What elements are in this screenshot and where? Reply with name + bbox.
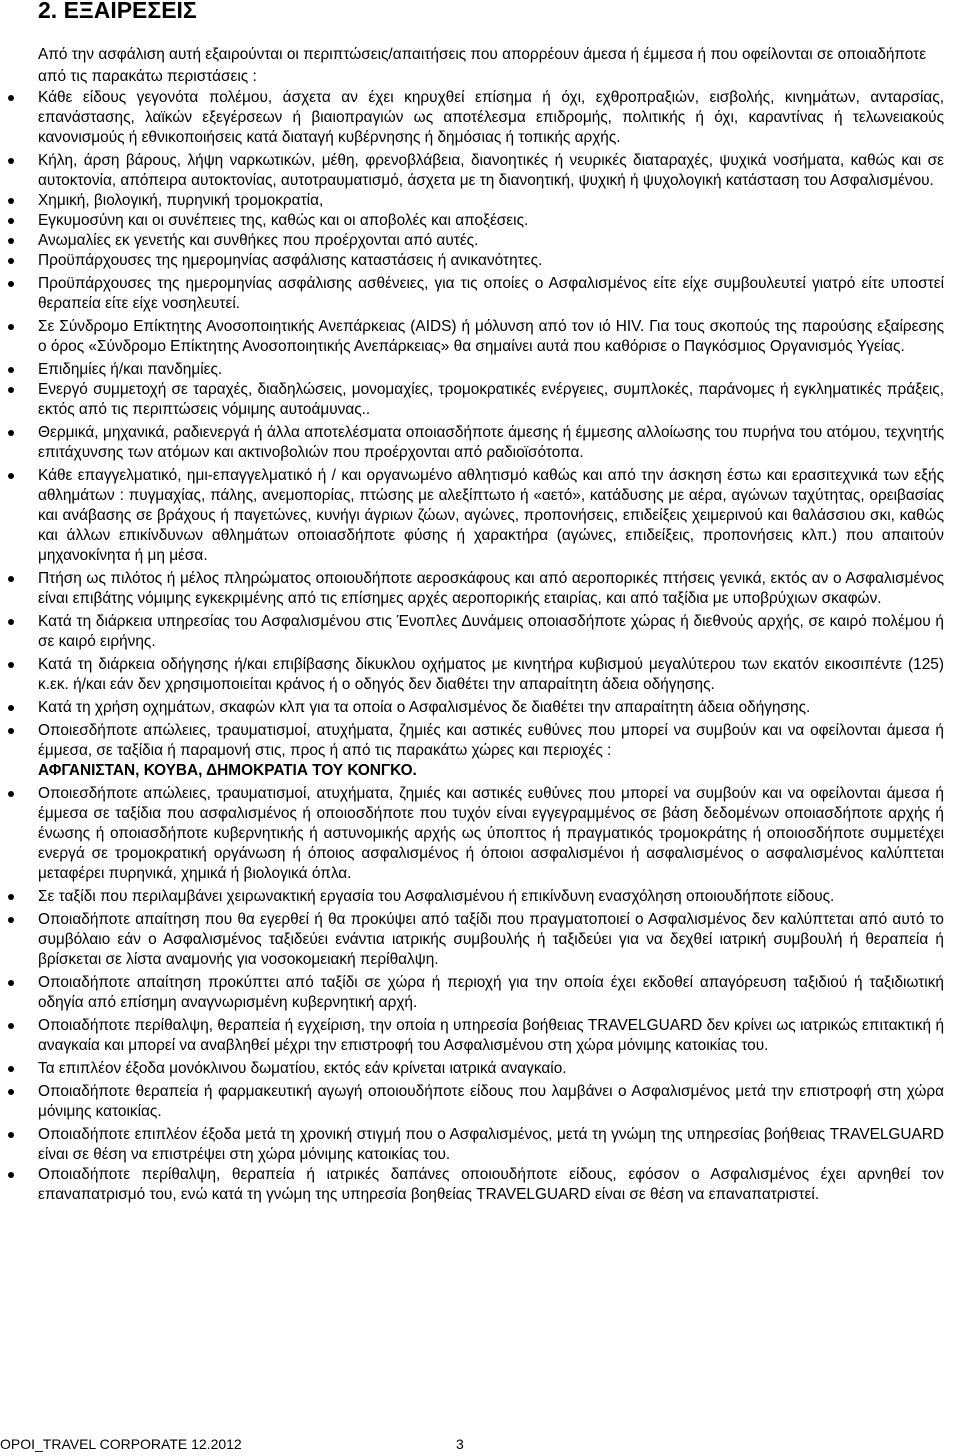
list-item-text: Προϋπάρχουσες της ημερομηνίας ασφάλισης ασθένειες, για τις οποίες ο Ασφαλισμένος είτε είχε συμβουλευτεί γιατρό είτε υποστεί θεραπεία είτε είχε νοσηλευτεί. bbox=[38, 275, 944, 312]
exclusions-list bbox=[0, 88, 960, 1205]
list-item-text: Οποιαδήποτε θεραπεία ή φαρμακευτική αγωγή οποιουδήποτε είδους που λαμβάνει ο Ασφαλισμένος μετά την επιστροφή στη χώρα μόνιμης κατοικίας. bbox=[38, 1083, 944, 1120]
section-title: 2. ΕΞΑΙΡΕΣΕΙΣ bbox=[38, 0, 197, 23]
bullet-icon bbox=[8, 473, 14, 479]
list-item-text: Χημική, βιολογική, πυρηνική τρομοκρατία, bbox=[38, 192, 324, 209]
bullet-icon bbox=[8, 1172, 14, 1178]
list-item-text: Κήλη, άρση βάρους, λήψη ναρκωτικών, μέθη, φρενοβλάβεια, διανοητικές ή νευρικές διαταραχές, ψυχικά νοσήματα, καθώς και σε αυτοκτονία, απόπειρα αυτοκτονίας, αυτοτραυματισμό, άσχετα με τη διανοητική, ψυχική ή ψυχολογική κατάσταση του Ασφαλισμένου. bbox=[38, 152, 944, 189]
list-item bbox=[0, 423, 960, 463]
list-item-countries: ΑΦΓΑΝΙΣΤΑΝ, ΚΟΥΒΑ, ΔΗΜΟΚΡΑΤΙΑ ΤΟΥ ΚΟΝΓΚΟ. bbox=[38, 762, 417, 779]
list-item bbox=[0, 1016, 960, 1056]
bullet-icon bbox=[8, 238, 14, 244]
bullet-icon bbox=[8, 158, 14, 164]
bullet-icon bbox=[8, 430, 14, 436]
list-item bbox=[0, 1125, 960, 1165]
list-item-text: Κατά τη χρήση οχημάτων, σκαφών κλπ για τα οποία ο Ασφαλισμένος δε διαθέτει την απαραίτητη άδεια οδήγησης. bbox=[38, 699, 811, 716]
list-item-text: Οποιεσδήποτε απώλειες, τραυματισμοί, ατυχήματα, ζημιές και αστικές ευθύνες που μπορεί να συμβούν και να οφείλονται άμεσα ή έμμεσα σε ταξίδια που ασφαλισμένος ή οποιοσδήποτε που τυχόν είναι εγγεγραμμένος σε βάση δεδομένων οποιασδήποτε αρχής ή ένωσης ή οποιασδήποτε κυβερνητικής ή αστυνομικής αρχής ως ύποπτος ή πραγματικός τρομοκράτης ή οποιοσδήποτε συμμετέχει ενεργά σε τρομοκρατική οργάνωση ή όποιος ασφαλισμένος ή όποιοι ασφαλισμένοι ή ασφαλισμένος ο ασφαλισμένος καλύπτεται μεταφέρει πυρηνικά, χημικά ή βιολογικά όπλα. bbox=[38, 785, 944, 882]
bullet-icon bbox=[8, 367, 14, 373]
list-item bbox=[0, 380, 960, 420]
list-item-text: Οποιαδήποτε περίθαλψη, θεραπεία ή ιατρικές δαπάνες οποιουδήποτε είδους, εφόσον ο Ασφαλισμένος έχει αρνηθεί τον επαναπατρισμό του, ενώ κατά τη γνώμη της υπηρεσία βοηθείας TRAVELGUARD είναι σε θέση να επαναπατριστεί. bbox=[38, 1166, 944, 1203]
list-item bbox=[0, 698, 960, 718]
list-item bbox=[0, 1059, 960, 1079]
list-item-text: Οποιαδήποτε απαίτηση προκύπτει από ταξίδι σε χώρα ή περιοχή για την οποία έχει εκδοθεί απαγόρευση ταξιδιού ή ταξιδιωτική οδηγία από επίσημη αναγνωρισμένη κυβερνητική αρχή. bbox=[38, 974, 944, 1011]
list-item bbox=[0, 231, 960, 251]
list-item-text: Κατά τη διάρκεια υπηρεσίας του Ασφαλισμένου στις Ένοπλες Δυνάμεις οποιασδήποτε χώρας ή διεθνούς αρχής, σε καιρό πολέμου ή σε καιρό ειρήνης. bbox=[38, 613, 944, 650]
list-item bbox=[0, 569, 960, 609]
bullet-icon bbox=[8, 980, 14, 986]
list-item bbox=[0, 88, 960, 148]
list-item bbox=[0, 466, 960, 566]
list-item-text: Ανωμαλίες εκ γενετής και συνθήκες που προέρχονται από αυτές. bbox=[38, 232, 479, 249]
bullet-icon bbox=[8, 387, 14, 393]
list-item bbox=[0, 191, 960, 211]
list-item-text: Κάθε είδους γεγονότα πολέμου, άσχετα αν έχει κηρυχθεί επίσημα ή όχι, εχθροπραξιών, εισβολής, κινημάτων, ανταρσίας, επανάστασης, λαϊκών εξεγέρσεων ή βιαιοπραγιών ως αποτέλεσμα επιδρομής, πολιτικής ή όχι, καραντίνας ή τελωνειακούς κανονισμούς ή εθνικοποιήσεις κατά διαταγή κυβέρνησης ή δημόσιας ή τοπικής αρχής. bbox=[38, 89, 944, 146]
page-footer bbox=[0, 1436, 960, 1456]
list-item-text: Επιδημίες ή/και πανδημίες. bbox=[38, 361, 223, 378]
list-item bbox=[0, 887, 960, 907]
list-item bbox=[0, 317, 960, 357]
list-item-text: Προϋπάρχουσες της ημερομηνίας ασφάλισης καταστάσεις ή ανικανότητες. bbox=[38, 252, 543, 269]
list-item bbox=[0, 1082, 960, 1122]
list-item-text: Σε Σύνδρομο Επίκτητης Ανοσοποιητικής Ανεπάρκειας (AIDS) ή μόλυνση από τον ιό HIV. Για τους σκοπούς της παρούσης εξαίρεσης ο όρος «Σύνδρομο Επίκτητης Ανοσοποιητικής Ανεπάρκειας» θα σημαίνει αυτά που καθόρισε ο Παγκόσμιος Οργανισμός Υγείας. bbox=[38, 318, 944, 355]
list-item-text: Εγκυμοσύνη και οι συνέπειες της, καθώς και οι αποβολές και αποξέσεις. bbox=[38, 212, 529, 229]
bullet-icon bbox=[8, 1089, 14, 1095]
bullet-icon bbox=[8, 728, 14, 734]
bullet-icon bbox=[8, 95, 14, 101]
list-item-text: Οποιαδήποτε επιπλέον έξοδα μετά τη χρονική στιγμή που ο Ασφαλισμένος, μετά τη γνώμη της υπηρεσίας βοήθειας TRAVELGUARD είναι σε θέση να επιστρέψει στη χώρα μόνιμης κατοικίας του. bbox=[38, 1126, 944, 1163]
list-item bbox=[0, 211, 960, 231]
list-item-text: Οποιαδήποτε περίθαλψη, θεραπεία ή εγχείριση, την οποία η υπηρεσία βοήθειας TRAVELGUARD δεν κρίνει ως ιατρικώς επιτακτική ή αναγκαία και μπορεί να αναβληθεί μέχρι την επιστροφή του Ασφαλισμένου στη χώρα μόνιμης κατοικίας του. bbox=[38, 1017, 944, 1054]
list-item bbox=[0, 1165, 960, 1205]
list-item bbox=[0, 973, 960, 1013]
list-item-text: Θερμικά, μηχανικά, ραδιενεργά ή άλλα αποτελέσματα οποιασδήποτε άμεσης ή έμμεσης αλλοίωσης του πυρήνα του ατόμου, τεχνητής επιτάχυνσης των ατόμων και ακτινοβολιών που προέρχονται από ραδιοϊσότοπα. bbox=[38, 424, 944, 461]
list-item-text: Οποιεσδήποτε απώλειες, τραυματισμοί, ατυχήματα, ζημιές και αστικές ευθύνες που μπορεί να συμβούν και να οφείλονται άμεσα ή έμμεσα, σε ταξίδια ή παραμονή στις, προς ή από τις παρακάτω χώρες και περιοχές : bbox=[38, 722, 944, 759]
bullet-icon bbox=[8, 258, 14, 264]
list-item bbox=[0, 612, 960, 652]
bullet-icon bbox=[8, 281, 14, 287]
intro-paragraph: Από την ασφάλιση αυτή εξαιρούνται οι περιπτώσεις/απαιτήσεις που απορρέουν άμεσα ή έμμεσα ή που οφείλονται σε οποιαδήποτε από τις παρακάτω περιστάσεις : bbox=[38, 46, 927, 85]
bullet-icon bbox=[8, 1132, 14, 1138]
list-item-text: Κάθε επαγγελματικό, ημι-επαγγελματικό ή / και οργανωμένο αθλητισμό καθώς και από την άσκηση έστω και ερασιτεχνικά των εξής αθλημάτων : πυγμαχίας, πάλης, ανεμοπορίας, πτώσης με αλεξίπτωτο ή «αετό», κατάδυσης με αέρα, αγώνων ταχύτητας, ορειβασίας και ανάβασης σε βράχους ή παγετώνες, κυνήγι άγριων ζώων, αγώνες, προπονήσεις, επιδείξεις χειμερινού και θαλάσσιου σκι, καθώς και άλλων επικίνδυνων αθλημάτων οποιασδήποτε φύσης ή χαρακτήρα (αγώνες, επιδείξεις, προπονήσεις κλπ.) που απαιτούν μηχανοκίνητα ή μη μέσα. bbox=[38, 467, 944, 564]
bullet-icon bbox=[8, 894, 14, 900]
list-item bbox=[0, 360, 960, 380]
bullet-icon bbox=[8, 1023, 14, 1029]
bullet-icon bbox=[8, 791, 14, 797]
bullet-icon bbox=[8, 662, 14, 668]
bullet-icon bbox=[8, 324, 14, 330]
list-item bbox=[0, 721, 960, 781]
page-number: 3 bbox=[456, 1436, 464, 1452]
bullet-icon bbox=[8, 1066, 14, 1072]
list-item-text: Οποιαδήποτε απαίτηση που θα εγερθεί ή θα προκύψει από ταξίδι που πραγματοποιεί ο Ασφαλισμένος δεν καλύπτεται από αυτό το συμβόλαιο εάν ο Ασφαλισμένος ταξιδεύει ενάντια ιατρικής συμβουλής ή ταξιδεύει για να δεχθεί ιατρική συμβουλή ή θεραπεία ή βρίσκεται σε λίστα αναμονής για νοσοκομειακή περίθαλψη. bbox=[38, 911, 944, 968]
list-item bbox=[0, 151, 960, 191]
list-item bbox=[0, 784, 960, 884]
bullet-icon bbox=[8, 576, 14, 582]
list-item-text: Σε ταξίδι που περιλαμβάνει χειρωνακτική εργασία του Ασφαλισμένου ή επικίνδυνη ενασχόληση οποιουδήποτε είδους. bbox=[38, 888, 835, 905]
footer-document-code: OPOI_TRAVEL CORPORATE 12.2012 bbox=[0, 1436, 242, 1452]
list-item-text: Πτήση ως πιλότος ή μέλος πληρώματος οποιουδήποτε αεροσκάφους και από αεροπορικές πτήσεις γενικά, εκτός αν ο Ασφαλισμένος είναι επιβάτης νόμιμης εγκεκριμένης από τις επίσημες αρχές αεροπορικής εταιρίας, και από ταξίδια με υποβρύχιων σκαφών. bbox=[38, 570, 944, 607]
bullet-icon bbox=[8, 705, 14, 711]
list-item bbox=[0, 274, 960, 314]
list-item bbox=[0, 655, 960, 695]
bullet-icon bbox=[8, 198, 14, 204]
list-item-text: Ενεργό συμμετοχή σε ταραχές, διαδηλώσεις, μονομαχίες, τρομοκρατικές ενέργειες, συμπλοκές, παράνομες ή εγκληματικές πράξεις, εκτός από τις περιπτώσεις νόμιμης αυτοάμυνας.. bbox=[38, 381, 944, 418]
bullet-icon bbox=[8, 619, 14, 625]
bullet-icon bbox=[8, 218, 14, 224]
list-item bbox=[0, 251, 960, 271]
bullet-icon bbox=[8, 917, 14, 923]
list-item bbox=[0, 910, 960, 970]
list-item-text: Κατά τη διάρκεια οδήγησης ή/και επιβίβασης δίκυκλου οχήματος με κινητήρα κυβισμού μεγαλύτερου των εκατόν εικοσιπέντε (125) κ.εκ. ή/και εάν δεν χρησιμοποιείται κράνος ή ο οδηγός δεν διαθέτει την απαραίτητη άδεια οδήγησης. bbox=[38, 656, 944, 693]
list-item-text: Τα επιπλέον έξοδα μονόκλινου δωματίου, εκτός εάν κρίνεται ιατρικά αναγκαίο. bbox=[38, 1060, 567, 1077]
